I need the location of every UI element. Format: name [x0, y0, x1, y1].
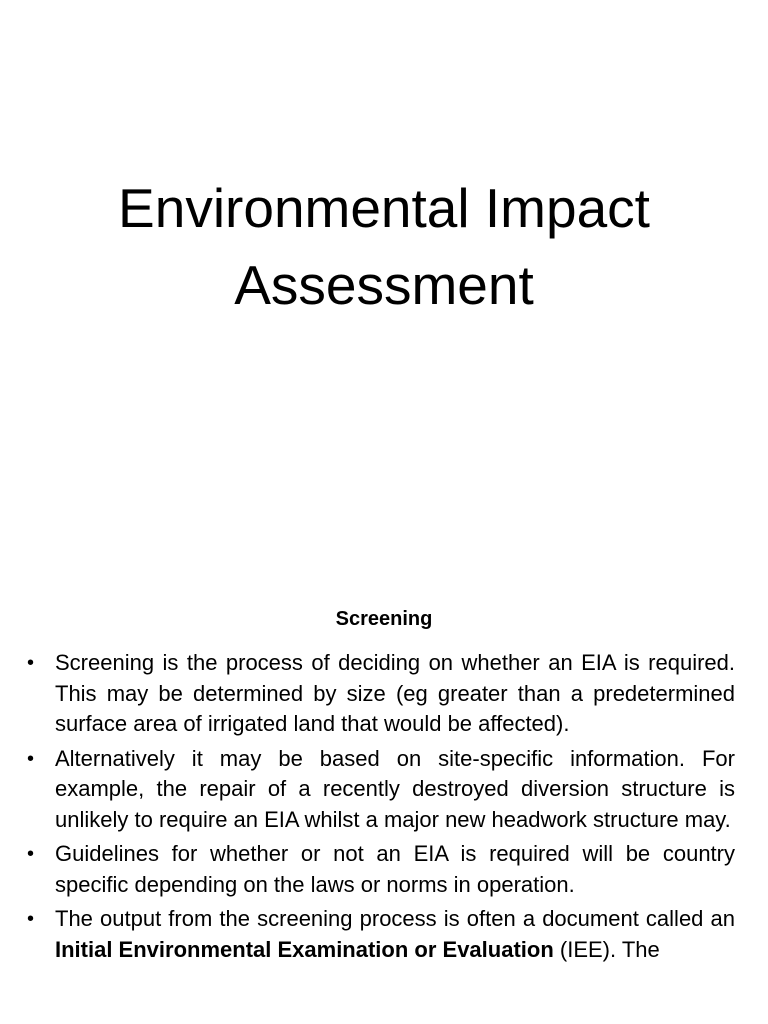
- bullet-text-3: Guidelines for whether or not an EIA is required will be country specific depending on the laws or norms in operation.: [55, 841, 735, 897]
- bullet-item-1: [27, 648, 735, 740]
- bullet-dot-icon: •: [27, 747, 35, 770]
- bullet-list: [27, 648, 735, 969]
- slide-title-line-1: Environmental Impact: [118, 177, 650, 239]
- bullet-dot-icon: •: [27, 652, 35, 674]
- bullet-text-4-post: (IEE). The: [553, 936, 660, 962]
- bullet-text-2: Alternatively it may be based on site-specific information. For example, the repair of a recently destroyed diversion structure is unlikely to require an EIA whilst a major new headwork structure may.: [55, 745, 735, 832]
- bullet-item-4: [27, 904, 735, 965]
- bullet-item-2: [27, 744, 735, 836]
- bullet-dot-icon: •: [27, 843, 35, 865]
- bullet-text-4-bold: Initial Environmental Examination or Evaluation: [55, 936, 554, 962]
- bullet-text-1: Screening is the process of deciding on whether an EIA is required. This may be determined by size (eg greater than a predetermined surface area of irrigated land that would be affected).: [55, 650, 735, 736]
- bullet-dot-icon: •: [27, 908, 35, 930]
- section-heading: Screening: [335, 608, 433, 630]
- bullet-text-4-pre: The output from the screening process is often a document called an: [55, 906, 735, 931]
- bullet-item-3: [27, 839, 735, 900]
- slide-title-line-2: Assessment: [234, 254, 534, 316]
- slide-title: [0, 170, 768, 324]
